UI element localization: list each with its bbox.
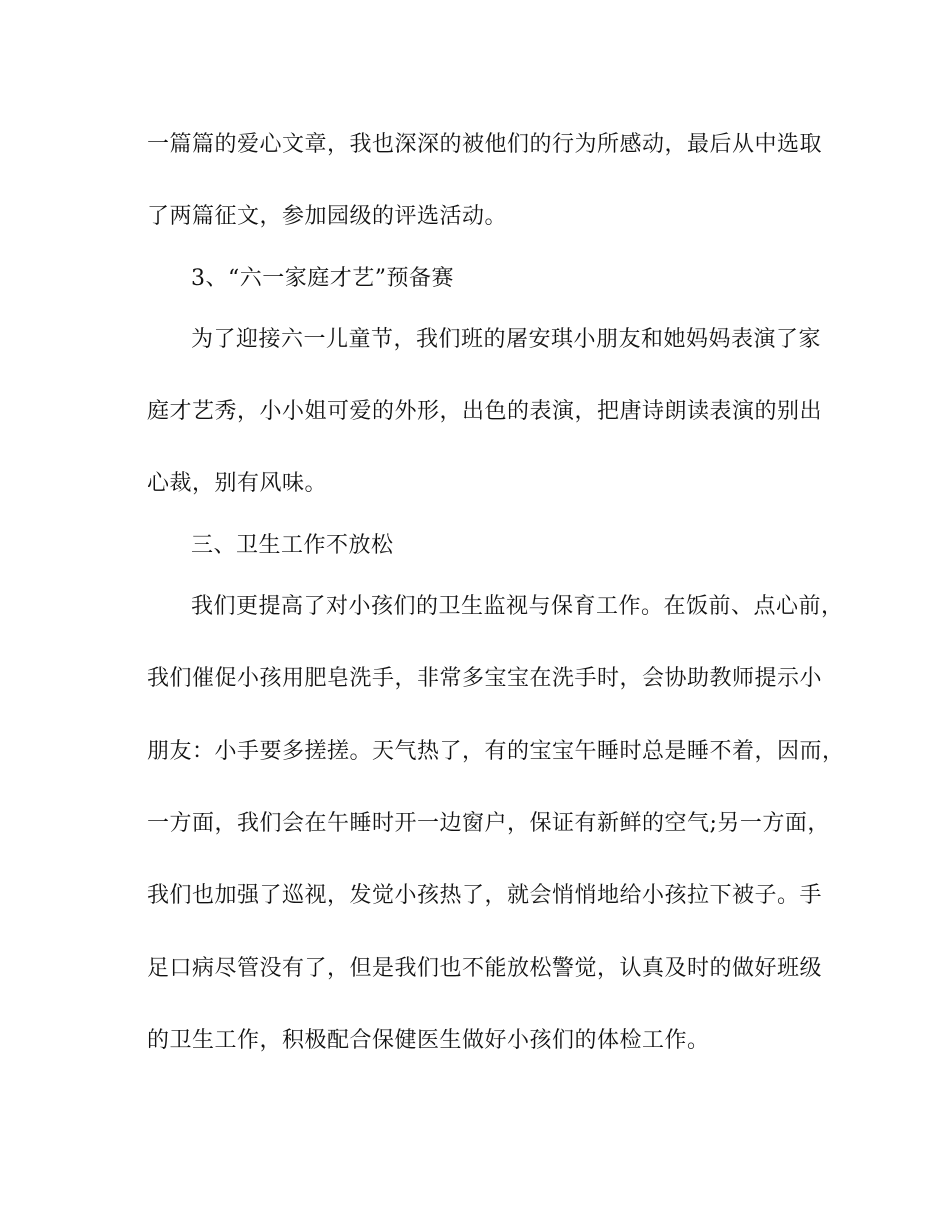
paragraph-line: 为了迎接六一儿童节，我们班的屠安琪小朋友和她妈妈表演了家 [191,327,822,352]
paragraph-line: 一方面，我们会在午睡时开一边窗户，保证有新鲜的空气;另一方面， [147,811,830,836]
paragraph-line: 心裁，别有风味。 [147,471,328,496]
paragraph-line: 庭才艺秀，小小姐可爱的外形，出色的表演，把唐诗朗读表演的别出 [147,399,823,424]
paragraph-line: 的卫生工作，积极配合保健医生做好小孩们的体检工作。 [147,1028,710,1053]
paragraph-line: 朋友：小手要多搓搓。天气热了，有的宝宝午睡时总是睡不着，因而， [147,739,845,764]
paragraph-line: 了两篇征文，参加园级的评选活动。 [147,204,508,229]
paragraph-line: 足口病尽管没有了，但是我们也不能放松警觉，认真及时的做好班级 [147,956,823,981]
section-heading: 三、卫生工作不放松 [191,533,394,558]
paragraph-line: 我们也加强了巡视，发觉小孩热了，就会悄悄地给小孩拉下被子。手 [147,883,823,908]
paragraph-line: 我们催促小孩用肥皂洗手，非常多宝宝在洗手时，会协助教师提示小 [147,666,823,691]
paragraph-line: 我们更提高了对小孩们的卫生监视与保育工作。在饭前、点心前， [191,594,844,619]
paragraph-line: 一篇篇的爱心文章，我也深深的被他们的行为所感动，最后从中选取 [147,132,823,157]
section-heading: 3、“六一家庭才艺”预备赛 [191,266,454,291]
